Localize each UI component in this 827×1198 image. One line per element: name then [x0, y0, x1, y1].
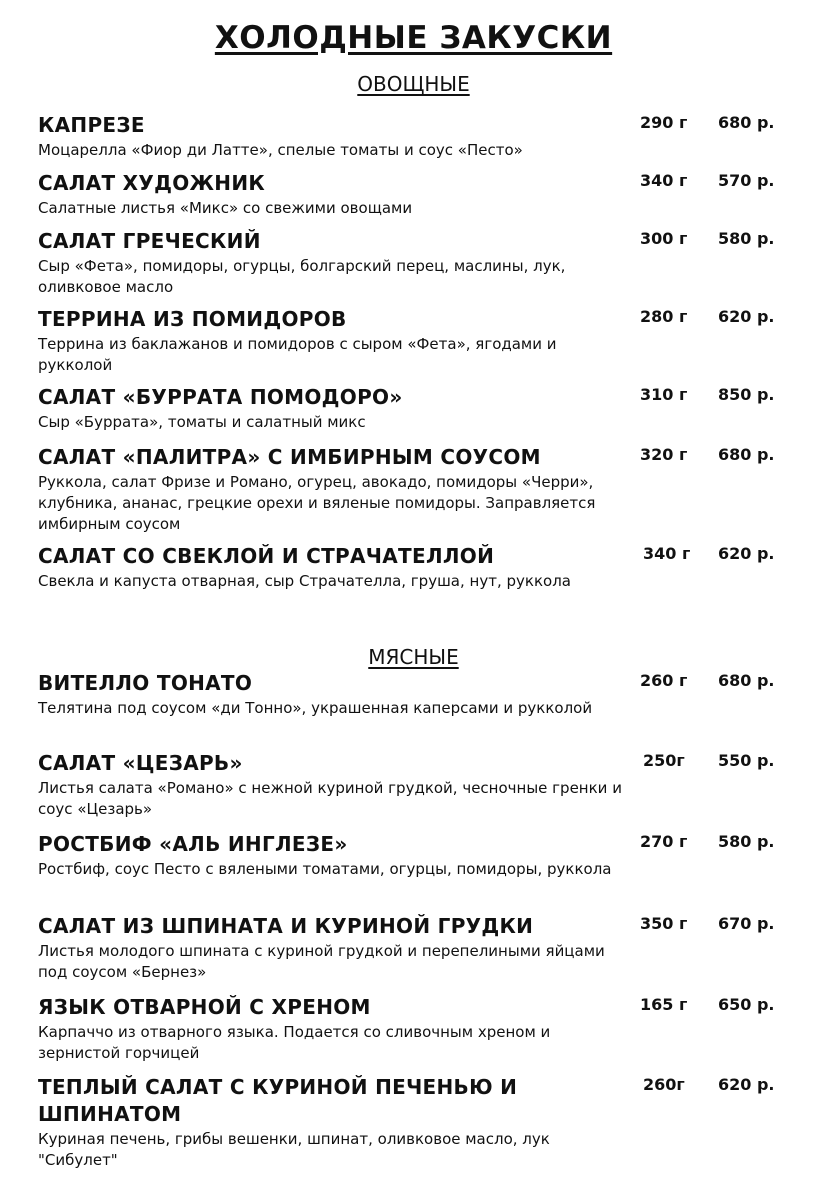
- item-name: САЛАТ ИЗ ШПИНАТА И КУРИНОЙ ГРУДКИ: [38, 914, 534, 938]
- item-name: РОСТБИФ «АЛЬ ИНГЛЕЗЕ»: [38, 832, 348, 856]
- item-weight: 290 г: [640, 113, 688, 132]
- menu-item: [38, 112, 818, 161]
- item-price: 580 р.: [718, 832, 775, 851]
- menu-item: [38, 913, 818, 983]
- item-name: ТЕРРИНА ИЗ ПОМИДОРОВ: [38, 307, 347, 331]
- menu-item: [38, 306, 818, 376]
- item-name: САЛАТ «БУРРАТА ПОМОДОРО»: [38, 385, 403, 409]
- item-name: САЛАТ «ПАЛИТРА» С ИМБИРНЫМ СОУСОМ: [38, 445, 541, 469]
- item-weight: 260г: [643, 1075, 685, 1094]
- item-weight: 340 г: [643, 544, 691, 563]
- item-name: САЛАТ СО СВЕКЛОЙ И СТРАЧАТЕЛЛОЙ: [38, 544, 495, 568]
- item-weight: 300 г: [640, 229, 688, 248]
- item-price: 620 р.: [718, 544, 775, 563]
- item-description: Свекла и капуста отварная, сыр Страчателла, груша, нут, руккола: [38, 572, 571, 590]
- item-name: САЛАТ ХУДОЖНИК: [38, 171, 266, 195]
- item-description: Салатные листья «Микс» со свежими овощами: [38, 199, 413, 217]
- item-price: 850 р.: [718, 385, 775, 404]
- item-price: 580 р.: [718, 229, 775, 248]
- item-weight: 280 г: [640, 307, 688, 326]
- item-name: КАПРЕЗЕ: [38, 113, 145, 137]
- item-name: ЯЗЫК ОТВАРНОЙ С ХРЕНОМ: [38, 995, 371, 1019]
- page-title: ХОЛОДНЫЕ ЗАКУСКИ: [214, 20, 613, 56]
- item-price: 680 р.: [718, 113, 775, 132]
- item-description: Куриная печень, грибы вешенки, шпинат, оливковое масло, лук "Сибулет": [38, 1130, 550, 1169]
- menu-item: [38, 444, 818, 535]
- section-heading: МЯСНЫЕ: [368, 645, 459, 669]
- item-weight: 310 г: [640, 385, 688, 404]
- item-weight: 260 г: [640, 671, 688, 690]
- item-description: Листья молодого шпината с куриной грудкой и перепелиными яйцами под соусом «Бернез»: [38, 942, 605, 981]
- item-weight: 165 г: [640, 995, 688, 1014]
- item-description: Листья салата «Романо» с нежной куриной грудкой, чесночные гренки и соус «Цезарь»: [38, 779, 622, 818]
- menu-item: [38, 750, 818, 820]
- item-price: 670 р.: [718, 914, 775, 933]
- item-price: 620 р.: [718, 1075, 775, 1094]
- item-description: Руккола, салат Фризе и Романо, огурец, авокадо, помидоры «Черри», клубника, ананас, грецкие орехи и вяленые помидоры. Заправляется имбирным соусом: [38, 473, 596, 533]
- item-description: Ростбиф, соус Песто с вялеными томатами, огурцы, помидоры, руккола: [38, 860, 612, 878]
- item-name: САЛАТ ГРЕЧЕСКИЙ: [38, 229, 261, 253]
- item-price: 680 р.: [718, 671, 775, 690]
- menu-item: [38, 384, 818, 433]
- menu-item: [38, 670, 818, 719]
- item-description: Моцарелла «Фиор ди Латте», спелые томаты и соус «Песто»: [38, 141, 523, 159]
- item-price: 570 р.: [718, 171, 775, 190]
- item-weight: 270 г: [640, 832, 688, 851]
- item-description: Сыр «Фета», помидоры, огурцы, болгарский перец, маслины, лук, оливковое масло: [38, 257, 566, 296]
- item-price: 550 р.: [718, 751, 775, 770]
- menu-item: [38, 831, 818, 880]
- item-weight: 250г: [643, 751, 685, 770]
- menu-item: [38, 543, 818, 592]
- item-price: 650 р.: [718, 995, 775, 1014]
- menu-item: [38, 228, 818, 298]
- menu-item: [38, 994, 818, 1064]
- item-description: Сыр «Буррата», томаты и салатный микс: [38, 413, 366, 431]
- item-description: Телятина под соусом «ди Тонно», украшенная каперсами и рукколой: [38, 699, 593, 717]
- item-description: Террина из баклажанов и помидоров с сыром «Фета», ягодами и рукколой: [38, 335, 557, 374]
- item-description: Карпаччо из отварного языка. Подается со сливочным хреном и зернистой горчицей: [38, 1023, 551, 1062]
- item-weight: 340 г: [640, 171, 688, 190]
- item-name: САЛАТ «ЦЕЗАРЬ»: [38, 751, 243, 775]
- section-heading: ОВОЩНЫЕ: [357, 72, 470, 96]
- item-name: ВИТЕЛЛО ТОНАТО: [38, 671, 253, 695]
- item-weight: 320 г: [640, 445, 688, 464]
- item-price: 620 р.: [718, 307, 775, 326]
- menu-item: [38, 1074, 818, 1171]
- item-weight: 350 г: [640, 914, 688, 933]
- item-name: ТЕПЛЫЙ САЛАТ С КУРИНОЙ ПЕЧЕНЬЮ И ШПИНАТОМ: [38, 1075, 518, 1126]
- item-price: 680 р.: [718, 445, 775, 464]
- menu-item: [38, 170, 818, 219]
